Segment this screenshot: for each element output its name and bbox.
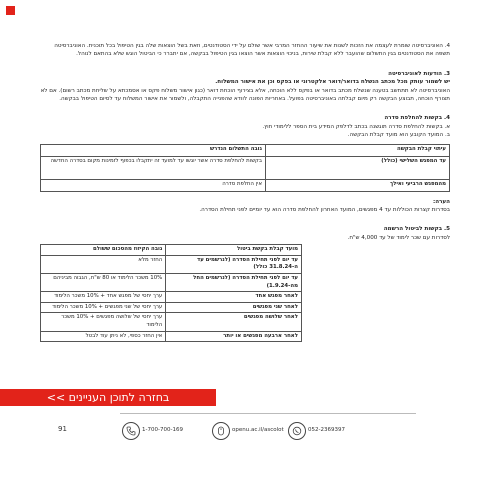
note-text: בסדרות קצרות הכוללות עד 4 מפגשים, המועד האחרון להחלפת סדרה הוא עד יומיים לפני תחילת הסדרה. (199, 207, 450, 214)
section-3-paragraph: האוניברסיטה לא תתחשב בטענה שנשלח מכתב בדואר או בפקס ללא הוכחה, אלא בצירוף הוכחת דואר (כגון אישור משלוח פקס או אסמכתא על שליחת מכתב רשום). אם לא תצורף הוכחה, תבוצע הבקשה רק מיום קבלתה באוניברסיטה בפועל. באחריות הפונה לוודא שהפנייה התקבלה, ולשמור את אישור המשלוח עד לסיום הטיפול בבקשה. (40, 87, 450, 103)
corner-red-square (6, 6, 15, 15)
table-row (41, 331, 302, 342)
table-cell: מהמפגש הרביעי ואילך (265, 179, 449, 191)
table-row (41, 292, 302, 303)
table-header: גובה הקיזוז מהסכום ששולם (41, 245, 166, 256)
table-cell: עד יום לפני תחילת הסדרה (לנרשמים החל מה-1.9.24) (166, 274, 302, 292)
table-cell: לאחר ארבעה מפגשים או יותר (166, 331, 302, 342)
table-cell: ערך יחסי של שלושה מפגשים + 10% משכר הלימוד (41, 313, 166, 331)
cancellation-table (40, 244, 302, 342)
table-row (41, 274, 302, 292)
table-cell: בקשות להחלפת סדרה אשר יוגשו עד למועד זה יתקבלו בכפוף לזמינות מקום בסדרה החדשה (41, 156, 266, 179)
note-title: הערה: (432, 198, 450, 205)
table-header: עיתוי קבלת הבקשה (265, 144, 449, 156)
section-5-title: 5. בקשות לביטול הרשמה (383, 226, 450, 233)
series-change-table (40, 144, 450, 192)
mouse-icon (212, 422, 230, 440)
page-number: 91 (58, 425, 67, 433)
table-cell: ערך יחסי של שני מפגשים + 10% משכר הלימוד (41, 302, 166, 313)
phone-number-1[interactable]: 1-700-700-169 (142, 427, 183, 433)
table-cell: 10% משכר הלימוד או 80 ש"ח, הגבוה מביניהם (41, 274, 166, 292)
phone-icon (122, 422, 140, 440)
table-cell: ערך יחסי של מפגש אחד + 10% משכר הלימוד (41, 292, 166, 303)
table-cell: לאחר שני מפגשים (166, 302, 302, 313)
table-cell: אין החזר כספי, לא ניתן עוד לבטל (41, 331, 166, 342)
document-body (40, 42, 450, 342)
table-header: גובה התשלום הנדרש (41, 144, 266, 156)
table-cell: עד יום לפני תחילת הסדרה (לנרשמים עד ה-31.8.24 כולל) (166, 255, 302, 273)
section-3-title: 3. הודעות לאוניברסיטה (388, 70, 450, 77)
section-3-bold-line: יש לשמור עותק מכל מכתב הנשלח בדואר/דואר אלקטרוני או בפקס וכן את אישור המשלוח. (215, 79, 450, 86)
phone-number-2[interactable]: 052-2369397 (308, 427, 345, 433)
website-link[interactable]: openu.ac.il/ascolot (232, 427, 284, 433)
table-cell: עד המפגש השלישי (כולל) (265, 156, 449, 179)
table-cell: לאחר מפגש אחד (166, 292, 302, 303)
section-5-text: לסדרות עם שכר לימוד של עד 4,000 ש"ח. (347, 234, 450, 241)
back-to-contents-button[interactable]: בחזרה לתוכן העניינים >> (0, 389, 216, 406)
whatsapp-icon (288, 422, 306, 440)
section-4-title: 4. בקשות להחלפת סדרה (384, 115, 450, 122)
table-row (41, 156, 450, 179)
table-cell: אין החלפת סדרה (41, 179, 266, 191)
footer-divider (120, 413, 416, 414)
table-cell: החזר מלא (41, 255, 166, 273)
table-cell: לאחר שלושה מפגשים (166, 313, 302, 331)
section-4-item-b: ב. המועד הקובע הוא מועד קבלת הבקשה. (347, 132, 450, 139)
section-4-paragraph: 4. האוניברסיטה שומרת לעצמה את הזכות לשנות את שיעור ההחזר המרבי אשר שולם על ידי הסטודנטים, וזאת בשל הוצאות שלה בגין הטיפול בכל תוכנית. האוניברסיטה תשפה את הסטודנטים בגין התשלום שהועבר ללא קבלת שירות, בניכוי הוצאות אשר הוצאו בגין הטיפול בבקשה, אם יתברר כי הביטול הוגש שלא בהתאם לנוהל. (54, 43, 450, 58)
section-4-item-a: א. בקשות להחלפת סדרה תוגשנה בכתב לדלפק המידע בית הספר ללימודי חוץ. (262, 123, 450, 130)
table-row (41, 179, 450, 191)
table-row (41, 255, 302, 273)
table-header: מועד קבלת בקשת ביטול (166, 245, 302, 256)
table-row (41, 313, 302, 331)
table-row (41, 302, 302, 313)
